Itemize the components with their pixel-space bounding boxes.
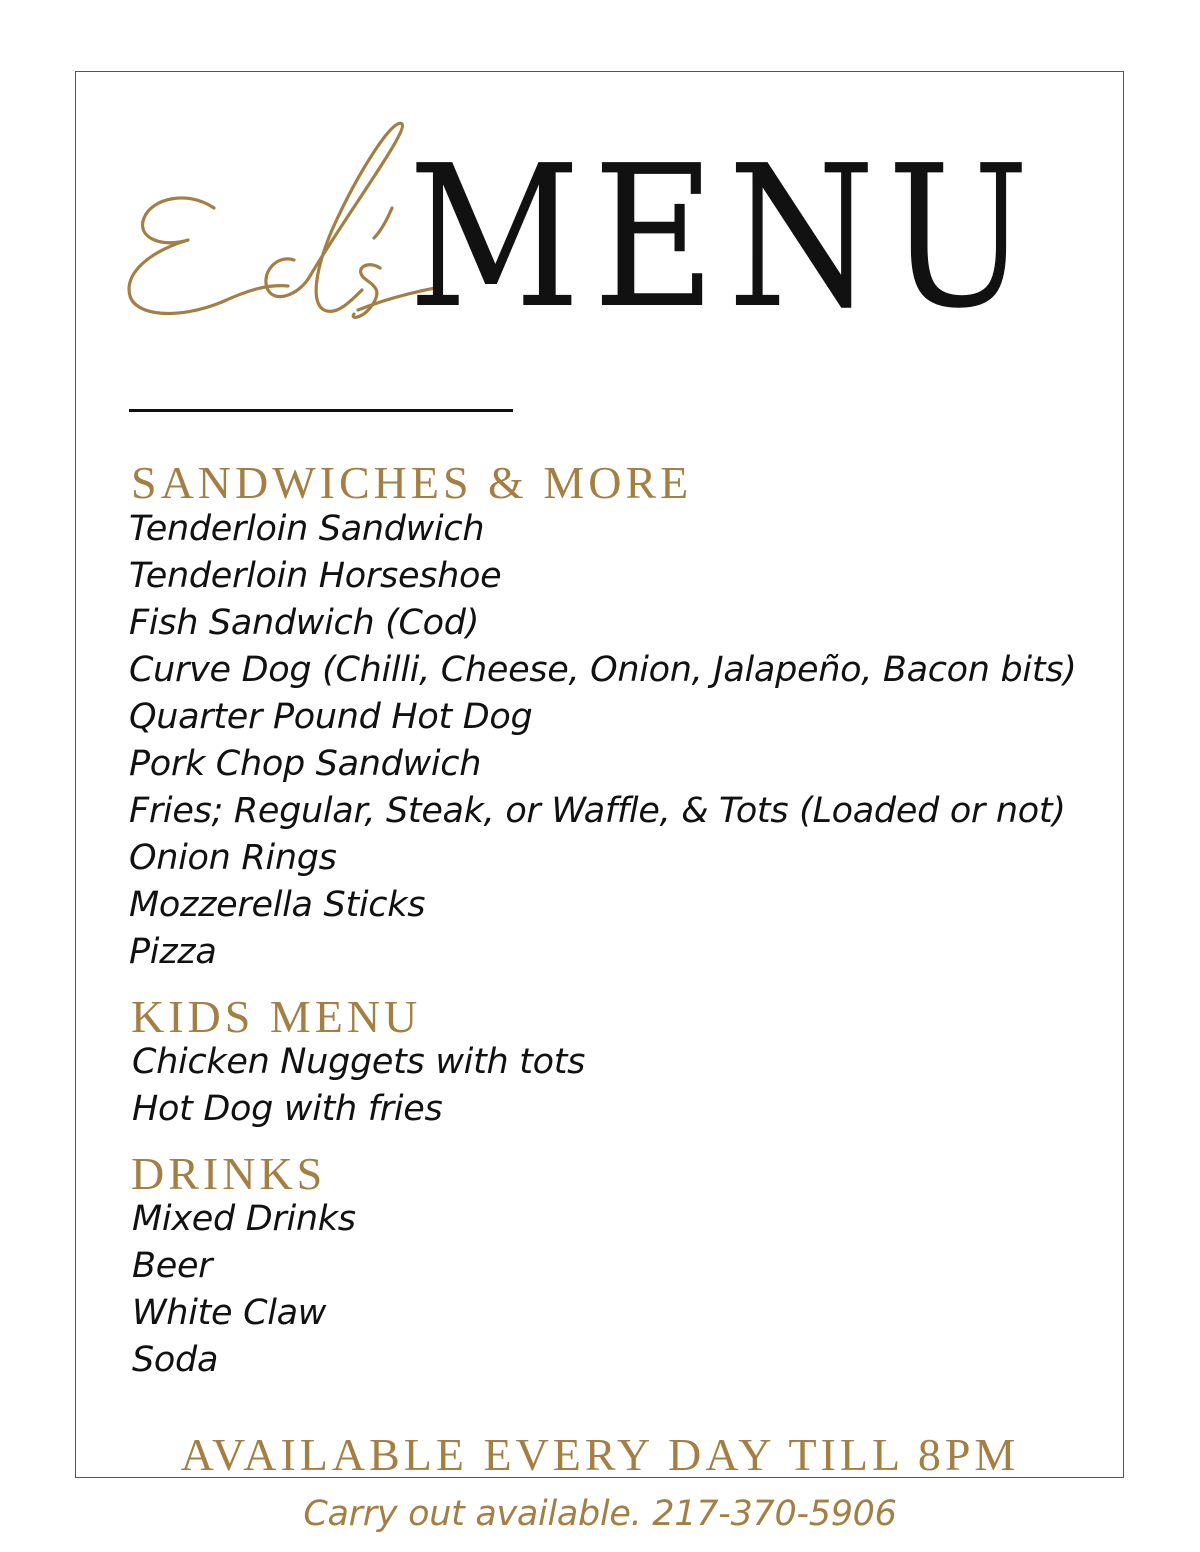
- list-item: Chicken Nuggets with tots: [132, 1042, 586, 1082]
- contact-line: Carry out available. 217-370-5906: [303, 1494, 897, 1534]
- list-item: Fish Sandwich (Cod): [129, 603, 480, 643]
- list-item: Tenderloin Sandwich: [129, 509, 485, 549]
- list-item: Onion Rings: [129, 838, 337, 878]
- list-item: Quarter Pound Hot Dog: [129, 697, 533, 737]
- list-item: Pork Chop Sandwich: [129, 744, 482, 784]
- list-item: Fries; Regular, Steak, or Waffle, & Tots (Loaded or not): [129, 791, 1066, 831]
- list-item: Beer: [132, 1246, 213, 1286]
- list-item: Curve Dog (Chilli, Cheese, Onion, Jalapeño, Bacon bits): [129, 650, 1077, 690]
- list-item: Mozzerella Sticks: [129, 885, 426, 925]
- list-item: Mixed Drinks: [132, 1199, 356, 1239]
- eds-script-logo: [118, 112, 438, 332]
- section-title-drinks: DRINKS: [131, 1148, 327, 1199]
- list-item: White Claw: [132, 1293, 327, 1333]
- availability-banner: AVAILABLE EVERY DAY TILL 8PM: [180, 1429, 1020, 1480]
- section-title-kids: KIDS MENU: [131, 991, 422, 1042]
- list-item: Tenderloin Horseshoe: [129, 556, 502, 596]
- list-item: Soda: [132, 1340, 219, 1380]
- header-divider: [129, 409, 513, 412]
- section-title-sandwiches: SANDWICHES & MORE: [131, 457, 693, 508]
- list-item: Hot Dog with fries: [132, 1089, 443, 1129]
- menu-title: MENU: [408, 124, 1042, 352]
- list-item: Pizza: [129, 932, 217, 972]
